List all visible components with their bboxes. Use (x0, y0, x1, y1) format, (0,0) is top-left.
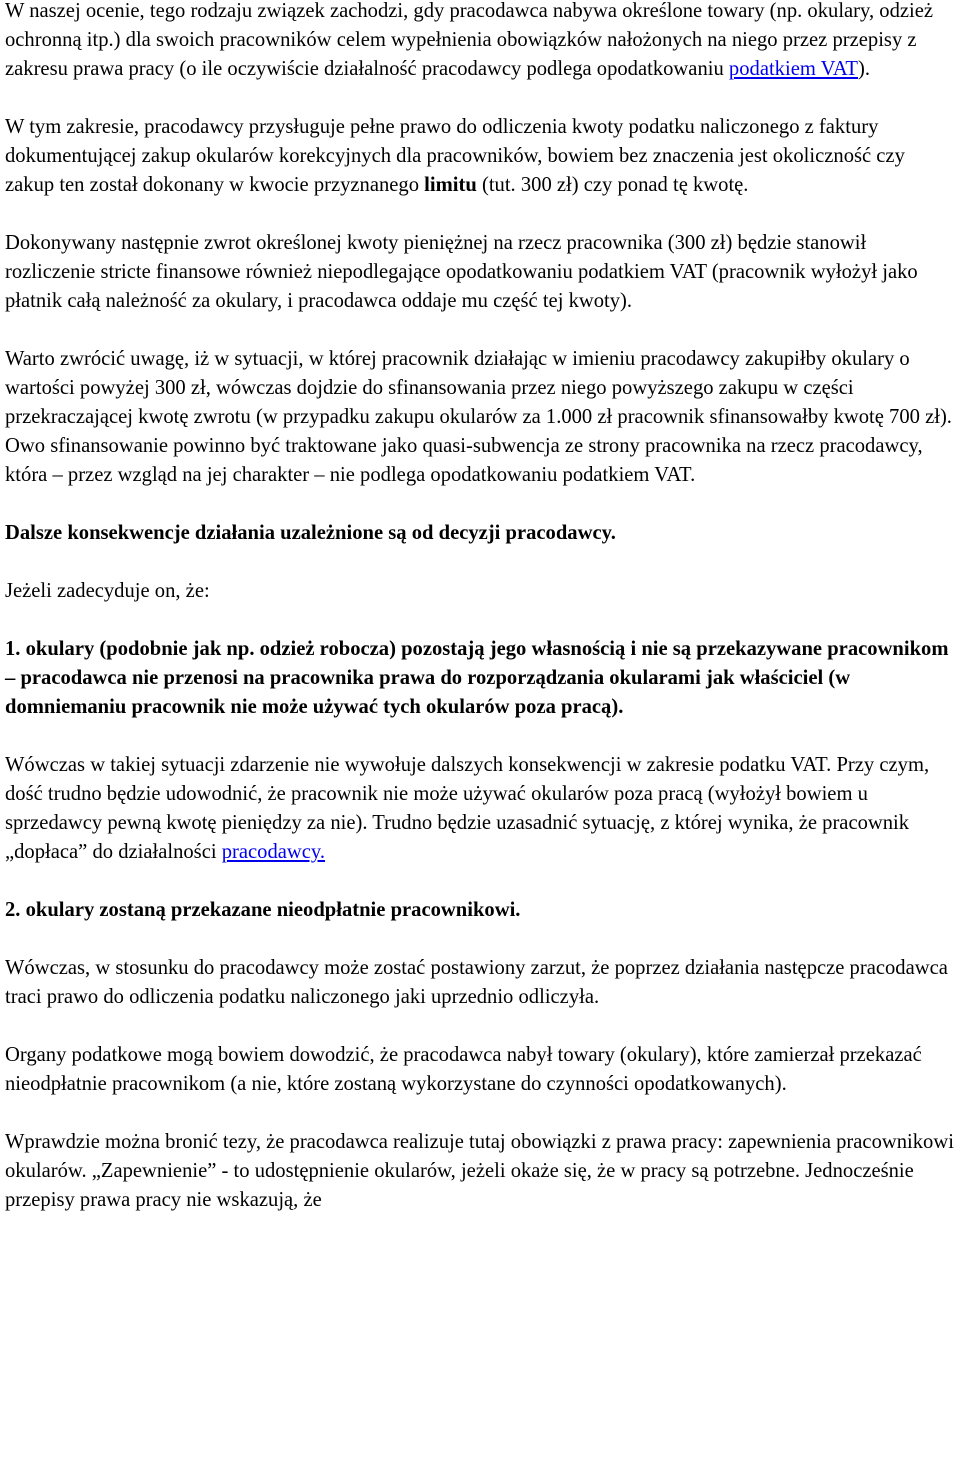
paragraph-1-end: ). (858, 58, 871, 80)
paragraph-10: Wówczas, w stosunku do pracodawcy może zostać postawiony zarzut, że poprzez działania następcze pracodawca traci prawo do odliczenia podatku naliczonego jaki uprzednio odliczyła. (5, 957, 948, 1008)
paragraph-12: Wprawdzie można bronić tezy, że pracodawca realizuje tutaj obowiązki z prawa pracy: zapewnienia pracownikowi okularów. „Zapewnienie” - to udostępnienie okularów, jeżeli okaże się, że w pracy są potrzebne. Jednocześnie przepisy prawa pracy nie wskazują, że (5, 1131, 954, 1211)
option-1-heading: 1. okulary (podobnie jak np. odzież robocza) pozostają jego własnością i nie są przekazywane pracownikom – pracodawca nie przenosi na pracownika prawa do rozporządzania okularami jak właściciel (w domniemaniu pracownik nie może używać tych okularów poza pracą). (5, 638, 949, 718)
paragraph-2-end: (tut. 300 zł) czy ponad tę kwotę. (476, 174, 749, 196)
paragraph-6: Jeżeli zadecyduje on, że: (5, 580, 210, 602)
pracodawcy-link[interactable]: pracodawcy. (221, 841, 326, 863)
option-2-heading: 2. okulary zostaną przekazane nieodpłatnie pracownikowi. (5, 899, 521, 921)
limit-bold: limitu (424, 174, 477, 196)
section-heading: Dalsze konsekwencje działania uzależnione są od decyzji pracodawcy. (5, 522, 616, 544)
paragraph-2 (5, 113, 957, 200)
document-page (5, 0, 957, 1244)
paragraph-8-text: Wówczas w takiej sytuacji zdarzenie nie wywołuje dalszych konsekwencji w zakresie podatku VAT. Przy czym, dość trudno będzie udowodnić, że pracownik nie może używać okularów poza pracą (wyłożył bowiem u sprzedawcy pewną kwotę pieniędzy za nie). Trudno będzie uzasadnić sytuację, z której wynika, że pracownik „dopłaca” do działalności (5, 754, 930, 863)
vat-link[interactable]: podatkiem VAT (728, 58, 859, 80)
paragraph-3: Dokonywany następnie zwrot określonej kwoty pieniężnej na rzecz pracownika (300 zł) będzie stanowił rozliczenie stricte finansowe również niepodlegające opodatkowaniu podatkiem VAT (pracownik wyłożył jako płatnik całą należność za okulary, i pracodawca oddaje mu część tej kwoty). (5, 232, 918, 312)
paragraph-1-text: W naszej ocenie, tego rodzaju związek zachodzi, gdy pracodawca nabywa określone towary (np. okulary, odzież ochronną itp.) dla swoich pracowników celem wypełnienia obowiązków nałożonych na niego przez przepisy z zakresu prawa pracy (o ile oczywiście działalność pracodawcy podlega opodatkowaniu (5, 0, 934, 80)
paragraph-11: Organy podatkowe mogą bowiem dowodzić, że pracodawca nabył towary (okulary), które zamierzał przekazać nieodpłatnie pracownikom (a nie, które zostaną wykorzystane do czynności opodatkowanych). (5, 1044, 922, 1095)
paragraph-4: Warto zwrócić uwagę, iż w sytuacji, w której pracownik działając w imieniu pracodawcy zakupiłby okulary o wartości powyżej 300 zł, wówczas dojdzie do sfinansowania przez niego powyższego zakupu w części przekraczającej kwotę zwrotu (w przypadku zakupu okularów za 1.000 zł pracownik sfinansowałby kwotę 700 zł). Owo sfinansowanie powinno być traktowane jako quasi-subwencja ze strony pracownika na rzecz pracodawcy, która – przez wzgląd na jej charakter – nie podlega opodatkowaniu podatkiem VAT. (5, 348, 952, 486)
paragraph-1 (5, 0, 957, 84)
paragraph-2-text: W tym zakresie, pracodawcy przysługuje pełne prawo do odliczenia kwoty podatku naliczonego z faktury dokumentującej zakup okularów korekcyjnych dla pracowników, bowiem bez znaczenia jest okoliczność czy zakup ten został dokonany w kwocie przyznanego (5, 116, 905, 196)
paragraph-8 (5, 751, 957, 867)
